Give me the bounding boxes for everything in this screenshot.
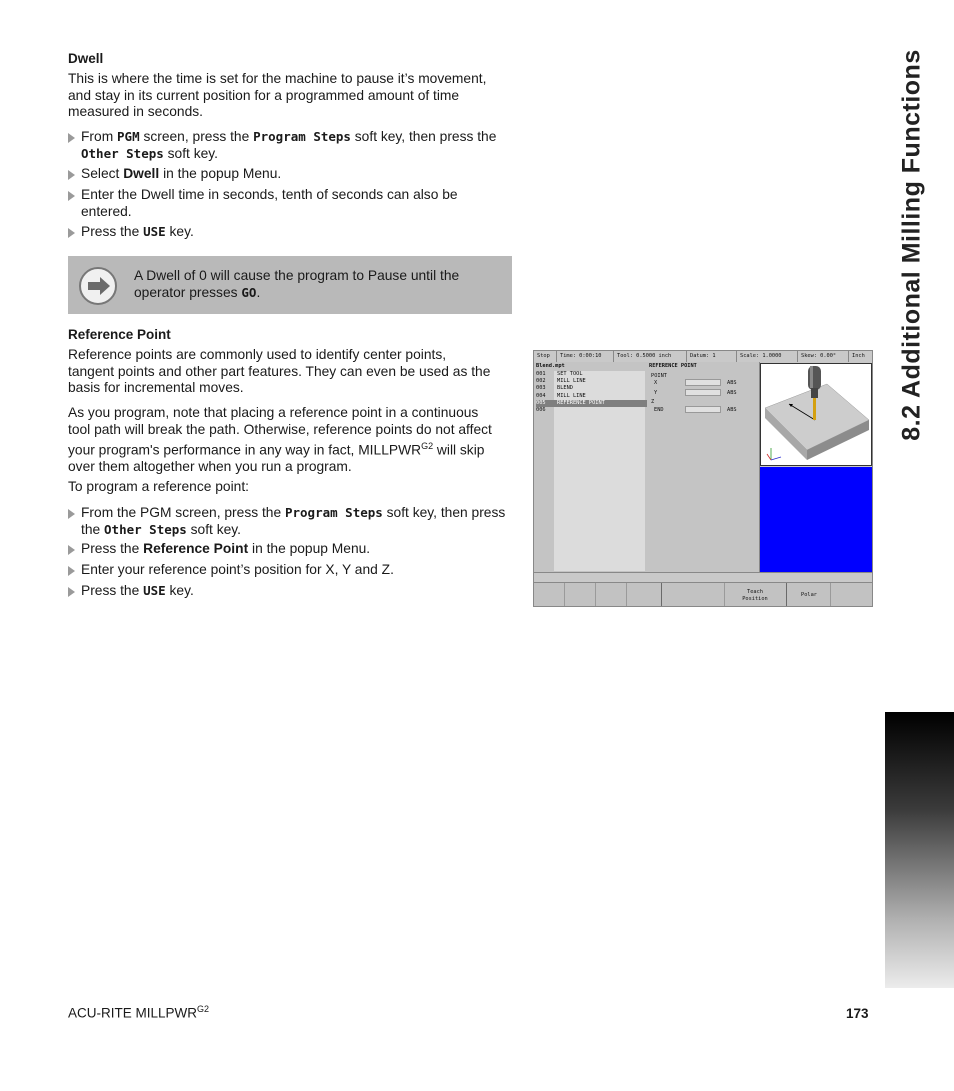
softkey-label: Teach	[747, 589, 763, 595]
program-row-number: 002	[536, 378, 546, 385]
section-side-title: 8.2 Additional Milling Functions	[897, 49, 926, 441]
text: Enter your reference point’s position for X, Y and Z.	[81, 562, 394, 577]
part-3d-icon	[761, 364, 871, 465]
program-row-number: 005	[536, 399, 546, 406]
text: operator presses	[134, 284, 242, 300]
polar-softkey[interactable]	[787, 583, 831, 607]
abs-label: ABS	[727, 380, 737, 386]
program-row-step: BLEND	[557, 385, 573, 392]
dwell-intro-line: and stay in its current position for a programmed amount of time	[68, 87, 460, 103]
key-use: USE	[143, 583, 166, 598]
bullet-triangle-icon	[68, 228, 75, 238]
program-row-number: 001	[536, 371, 546, 377]
text: entered.	[81, 203, 132, 219]
text: From	[81, 129, 118, 144]
dwell-intro	[68, 71, 518, 121]
x-field[interactable]	[685, 379, 721, 386]
menu-item-reference-point: Reference Point	[143, 541, 249, 556]
bullet-triangle-icon	[68, 170, 75, 180]
teach-position-softkey[interactable]	[724, 583, 787, 607]
softkey-blank[interactable]	[564, 583, 596, 607]
bullet-triangle-icon	[68, 191, 75, 201]
reference-point-form	[647, 362, 760, 572]
dwell-step-3	[68, 187, 526, 220]
text: Enter the Dwell time in seconds, tenth of seconds can also be	[81, 187, 458, 202]
reference-step-4	[68, 583, 526, 600]
bullet-triangle-icon	[68, 587, 75, 597]
key-program-steps: Program Steps	[284, 505, 383, 520]
end-field[interactable]	[685, 406, 721, 413]
text: will skip	[433, 442, 485, 458]
text: tangent points and other part features. They can even be used as the	[68, 363, 491, 379]
reference-paragraph-3: To program a reference point:	[68, 479, 249, 494]
program-row[interactable]	[536, 371, 647, 378]
reference-intro	[68, 347, 518, 397]
text: in the popup Menu.	[159, 166, 282, 181]
page-number: 173	[846, 1006, 869, 1021]
key-other-steps: Other Steps	[104, 521, 187, 537]
superscript: G2	[197, 1004, 210, 1014]
text: over them altogether when you run a program.	[68, 459, 352, 475]
dwell-step-2	[68, 166, 526, 183]
key-program-steps: Program Steps	[253, 129, 351, 144]
dwell-intro-line: This is where the time is set for the machine to pause it’s movement,	[68, 71, 487, 86]
reference-heading: Reference Point	[68, 327, 171, 342]
program-row[interactable]	[536, 400, 647, 407]
bullet-triangle-icon	[68, 133, 75, 143]
superscript: G2	[421, 441, 434, 452]
program-row[interactable]	[536, 407, 647, 414]
text: the	[81, 521, 105, 537]
text: soft key.	[186, 521, 241, 537]
note-text	[134, 268, 504, 301]
blue-viewport	[760, 467, 872, 572]
text: your program's performance in any way in fact, MILLPWR	[68, 442, 422, 458]
program-row-step: REFERENCE POINT	[557, 399, 605, 406]
dwell-step-4	[68, 224, 526, 241]
reference-paragraph-2	[68, 405, 518, 476]
text: From the PGM screen, press the	[81, 505, 285, 520]
program-row[interactable]	[536, 393, 647, 400]
form-x-label: X	[654, 380, 658, 386]
abs-label: ABS	[727, 390, 737, 396]
program-row-step: MILL LINE	[557, 378, 586, 385]
softkey-blank[interactable]	[626, 583, 662, 607]
footer-product	[68, 1004, 209, 1021]
text: tool path will break the path. Otherwise, reference points do not affect	[68, 421, 492, 437]
menu-item-dwell: Dwell	[123, 166, 160, 181]
status-mode: Stop	[534, 351, 557, 362]
program-list-panel	[534, 362, 648, 572]
reference-step-2	[68, 541, 526, 558]
text: key.	[165, 583, 194, 598]
dwell-heading: Dwell	[68, 51, 104, 66]
program-file-name: Blend.mpt	[536, 363, 565, 369]
status-units: Inch	[852, 353, 865, 359]
arrow-right-icon	[79, 267, 117, 305]
softkey-blank[interactable]	[831, 583, 873, 607]
text: soft key, then press the	[350, 129, 497, 144]
text: .	[256, 284, 261, 300]
key-go: GO	[241, 284, 257, 300]
program-row-step: MILL LINE	[557, 392, 586, 399]
graphics-3d-view	[760, 363, 872, 466]
softkey-label: Polar	[801, 592, 817, 598]
abs-label: ABS	[727, 407, 737, 413]
status-skew: Skew: 0.00°	[798, 351, 849, 362]
text: screen, press the	[139, 129, 254, 144]
softkey-blank[interactable]	[661, 583, 725, 607]
status-scale: Scale: 1.0000	[737, 351, 798, 362]
form-title: REFERENCE POINT	[649, 363, 697, 369]
note-box	[68, 256, 512, 314]
program-row[interactable]	[536, 385, 647, 392]
text: soft key, then press	[382, 505, 506, 520]
text: Press the	[81, 583, 144, 598]
text: As you program, note that placing a reference point in a continuous	[68, 405, 479, 420]
reference-step-1	[68, 505, 526, 538]
text: key.	[165, 224, 194, 239]
text: soft key.	[163, 145, 218, 161]
y-field[interactable]	[685, 389, 721, 396]
softkey-label: Position	[742, 596, 768, 602]
bullet-triangle-icon	[68, 566, 75, 576]
chapter-tab	[885, 712, 954, 988]
softkey-blank[interactable]	[595, 583, 627, 607]
status-time: Time: 0:00:10	[557, 351, 614, 362]
key-other-steps: Other Steps	[81, 145, 164, 161]
key-pgm: PGM	[117, 129, 140, 144]
dwell-step-1	[68, 129, 526, 162]
bullet-triangle-icon	[68, 545, 75, 555]
millpwr-screenshot	[533, 350, 873, 607]
form-z-label: Z	[651, 399, 655, 405]
text: Press the	[81, 224, 144, 239]
program-row-number: 003	[536, 385, 546, 392]
text: ACU-RITE MILLPWR	[68, 1005, 198, 1021]
text: Select	[81, 166, 124, 181]
softkey-blank[interactable]	[534, 583, 565, 607]
program-row-step: SET TOOL	[557, 371, 583, 377]
status-tool: Tool: 0.5000 inch	[614, 351, 687, 362]
softkey-bar	[534, 582, 873, 607]
key-use: USE	[143, 224, 166, 239]
form-y-label: Y	[654, 390, 658, 396]
program-row-number: 004	[536, 392, 546, 399]
text: Press the	[81, 541, 144, 556]
program-row-number: 006	[536, 407, 546, 413]
dwell-intro-line: measured in seconds.	[68, 104, 203, 120]
form-point-label: POINT	[651, 373, 667, 379]
form-end-label: END	[654, 407, 664, 413]
text: Reference points are commonly used to identify center points,	[68, 347, 447, 362]
bullet-triangle-icon	[68, 509, 75, 519]
text: basis for incremental moves.	[68, 380, 244, 396]
text: in the popup Menu.	[248, 541, 371, 556]
text: A Dwell of 0 will cause the program to Pause until the	[134, 268, 460, 283]
status-datum: Datum: 1	[687, 351, 737, 362]
reference-step-3	[68, 562, 526, 579]
program-row[interactable]	[536, 378, 647, 385]
